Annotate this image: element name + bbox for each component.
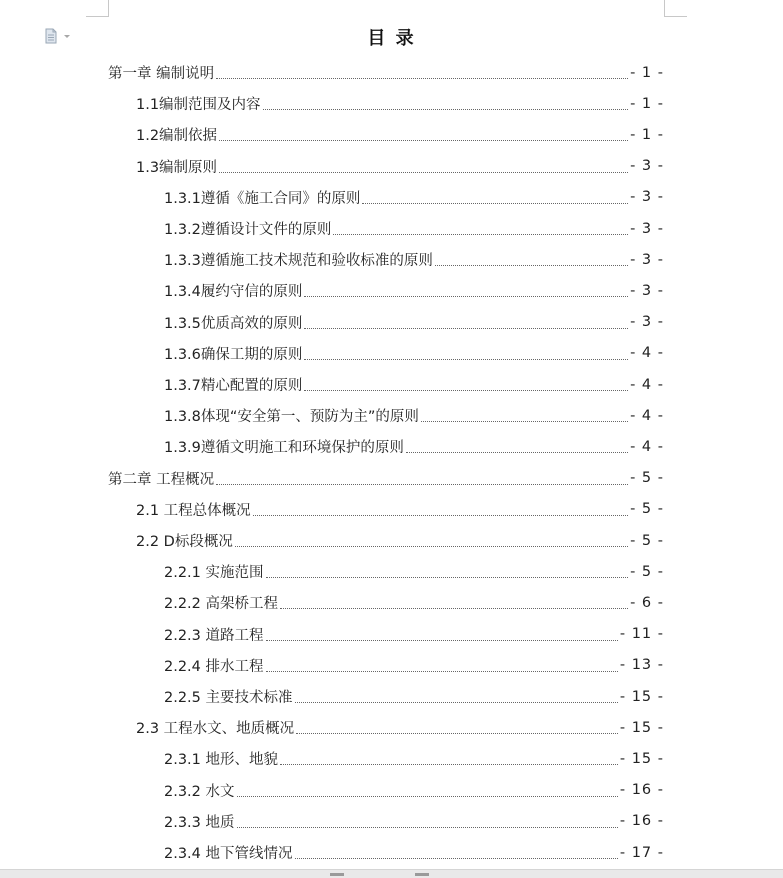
toc-entry-label: 1.3.7精心配置的原则 xyxy=(164,378,303,394)
toc-entry-label: 第二章 工程概况 xyxy=(108,471,215,488)
toc-entry[interactable] xyxy=(108,57,664,88)
toc-leader-dots xyxy=(304,328,628,329)
toc-entry-label: 2.2.2 高架桥工程 xyxy=(164,596,279,613)
toc-leader-dots xyxy=(216,78,628,79)
scroll-marker xyxy=(415,873,429,876)
toc-leader-dots xyxy=(216,484,628,485)
toc-leader-dots xyxy=(219,140,628,141)
toc-entry-page-number: - 16 - xyxy=(619,813,664,830)
toc-entry[interactable] xyxy=(108,463,664,494)
toc-entry-page-number: - 4 - xyxy=(630,376,664,393)
toc-entry-label: 1.2编制依据 xyxy=(136,128,218,145)
toc-leader-dots xyxy=(362,203,628,204)
toc-leader-dots xyxy=(263,109,629,110)
toc-entry-label: 1.3.1遵循《施工合同》的原则 xyxy=(164,190,361,207)
toc-title: 目 录 xyxy=(367,28,416,49)
margin-mark-top-right xyxy=(664,0,687,17)
toc-entry-page-number: - 11 - xyxy=(619,626,664,643)
toc-entry[interactable] xyxy=(164,369,664,400)
toc-entry-page-number: - 1 - xyxy=(630,126,664,143)
toc-entry-page-number: - 4 - xyxy=(630,438,664,455)
toc-entry[interactable] xyxy=(164,619,664,650)
toc-entry-label: 2.3.3 地质 xyxy=(164,814,235,831)
toc-entry-label: 2.2 D标段概况 xyxy=(136,534,233,550)
toc-entry-page-number: - 3 - xyxy=(630,251,664,268)
toc-entry-page-number: - 1 - xyxy=(630,95,664,112)
toc-leader-dots xyxy=(421,421,628,422)
toc-leader-dots xyxy=(304,296,628,297)
toc-leader-dots xyxy=(295,858,618,859)
toc-entry[interactable] xyxy=(136,494,664,525)
toc-leader-dots xyxy=(333,234,628,235)
toc-entry[interactable] xyxy=(164,275,664,306)
toc-leader-dots xyxy=(295,702,618,703)
toc-entry-label: 2.3.4 地下管线情况 xyxy=(164,846,293,862)
toc-entry-page-number: - 17 - xyxy=(619,844,664,861)
toc-entry-page-number: - 5 - xyxy=(630,563,664,580)
toc-entry-page-number: - 13 - xyxy=(619,657,664,674)
toc-entry-page-number: - 15 - xyxy=(619,688,664,705)
toc-entry-page-number: - 5 - xyxy=(630,532,664,549)
toc-entry-label: 1.3编制原则 xyxy=(136,159,218,176)
toc-leader-dots xyxy=(253,515,628,516)
toc-leader-dots xyxy=(280,608,628,609)
toc-leader-dots xyxy=(304,390,628,391)
toc-entry[interactable] xyxy=(164,806,664,837)
toc-entry-page-number: - 5 - xyxy=(630,501,664,518)
toc-entry-label: 2.2.1 实施范围 xyxy=(164,565,264,582)
toc-entry-label: 2.2.5 主要技术标准 xyxy=(164,690,293,706)
toc-entry-page-number: - 3 - xyxy=(630,158,664,175)
toc-entry-label: 1.3.8体现“安全第一、预防为主”的原则 xyxy=(164,409,419,426)
toc-entry[interactable] xyxy=(164,837,664,868)
toc-entry[interactable] xyxy=(136,88,664,119)
toc-leader-dots xyxy=(237,796,618,797)
toc-entry[interactable] xyxy=(164,587,664,618)
toc-entry-page-number: - 4 - xyxy=(630,407,664,424)
toc-leader-dots xyxy=(304,359,628,360)
toc-entry[interactable] xyxy=(136,151,664,182)
toc-entry[interactable] xyxy=(164,650,664,681)
toc-leader-dots xyxy=(235,546,628,547)
toc-entry-label: 2.1 工程总体概况 xyxy=(136,502,251,519)
toc-entry[interactable] xyxy=(164,244,664,275)
toc-entry-page-number: - 6 - xyxy=(630,594,664,611)
toc-entry[interactable] xyxy=(164,556,664,587)
toc-entry-label: 1.3.3遵循施工技术规范和验收标准的原则 xyxy=(164,253,433,270)
toc-entry[interactable] xyxy=(164,743,664,774)
toc-entry-label: 1.3.4履约守信的原则 xyxy=(164,284,303,301)
toc-entry-label: 2.2.3 道路工程 xyxy=(164,627,264,644)
toc-entry-label: 1.3.9遵循文明施工和环境保护的原则 xyxy=(164,440,404,457)
toc-leader-dots xyxy=(435,265,628,266)
toc-leader-dots xyxy=(266,671,618,672)
toc-entry[interactable] xyxy=(164,431,664,462)
toc-leader-dots xyxy=(266,577,629,578)
toc-entry[interactable] xyxy=(164,307,664,338)
toc-entry[interactable] xyxy=(136,525,664,556)
toc-leader-dots xyxy=(266,640,618,641)
toc-entry-page-number: - 3 - xyxy=(630,189,664,206)
toc-leader-dots xyxy=(406,452,628,453)
toc-entry[interactable] xyxy=(164,681,664,712)
toc-entry-page-number: - 15 - xyxy=(619,750,664,767)
toc-entry-page-number: - 16 - xyxy=(619,782,664,799)
toc-entry-label: 1.3.5优质高效的原则 xyxy=(164,315,303,332)
toc-leader-dots xyxy=(280,764,618,765)
toc-entry-page-number: - 1 - xyxy=(630,64,664,81)
toc-entry-page-number: - 15 - xyxy=(619,719,664,736)
toc-entry-page-number: - 3 - xyxy=(630,314,664,331)
toc-entry[interactable] xyxy=(164,400,664,431)
toc-entry-label: 第一章 编制说明 xyxy=(108,66,215,82)
scroll-marker xyxy=(330,873,344,876)
toc-entry[interactable] xyxy=(164,338,664,369)
toc-entry-label: 1.1编制范围及内容 xyxy=(136,97,261,114)
toc-entry[interactable] xyxy=(136,119,664,150)
toc-entry-label: 1.3.6确保工期的原则 xyxy=(164,346,303,363)
toc-entry-label: 2.3.2 水文 xyxy=(164,783,235,800)
toc-entry[interactable] xyxy=(164,213,664,244)
toc-entry-label: 1.3.2遵循设计文件的原则 xyxy=(164,222,332,238)
toc-entry[interactable] xyxy=(164,775,664,806)
toc-entry-page-number: - 3 - xyxy=(630,220,664,237)
toc-entry[interactable] xyxy=(164,182,664,213)
toc-leader-dots xyxy=(296,733,618,734)
toc-entry-page-number: - 5 - xyxy=(630,470,664,487)
toc-entry-label: 2.2.4 排水工程 xyxy=(164,658,264,675)
toc-entry-label: 2.3.1 地形、地貌 xyxy=(164,752,279,769)
toc-entry-page-number: - 4 - xyxy=(630,345,664,362)
toc-entry-page-number: - 3 - xyxy=(630,282,664,299)
toc-leader-dots xyxy=(237,827,618,828)
margin-mark-top-left xyxy=(86,0,109,17)
toc-entry[interactable] xyxy=(136,712,664,743)
toc-leader-dots xyxy=(219,172,628,173)
toc-entry-label: 2.3 工程水文、地质概况 xyxy=(136,721,295,738)
